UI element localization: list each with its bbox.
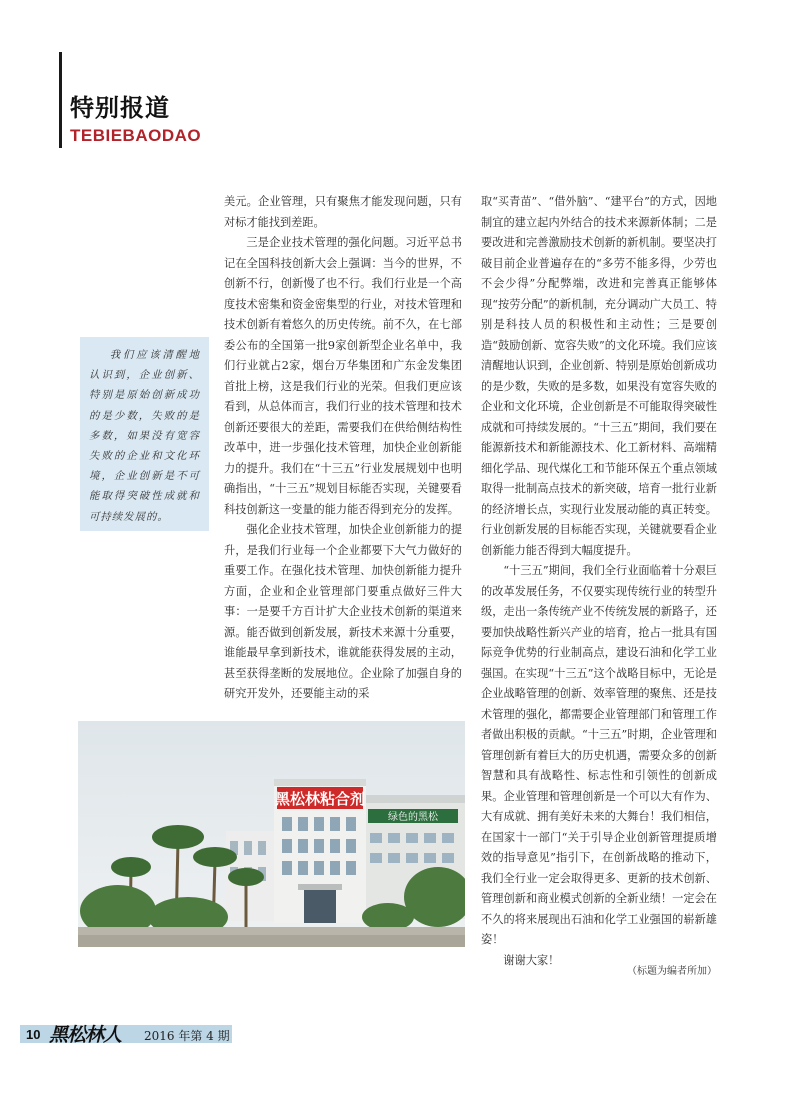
paragraph: 取“买青苗”、“借外脑”、“建平台”的方式，因地制宜的建立起内外结合的技术来源新体制；二是要改进和完善激励技术创新的新机制。要坚决打破目前企业普遍存在的“多劳不能多得，少劳也不会少得”分配弊端，改进和完善真正能够体现“按劳分配”的新机制，充分调动广大员工、特别是科技人员的积极性和主动性；三是要创造“鼓励创新、宽容失败”的文化环境。我们应该清醒地认识到，企业创新、特别是原始创新成功的是少数，失败的是多数，如果没有宽容失败的企业和文化环境，企业创新是不可能取得突破性成就和可持续发展的。“十三五”期间，我们要在能源新技术和新能源技术、化工新材料、高端精细化学品、现代煤化工和节能环保五个重点领域取得一批制高点技术的新突破，培育一批行业新的经济增长点，实现行业发展动能的真正转变。行业创新发展的目标能否实现，关键就要看企业创新能力能否得到大幅度提升。 bbox=[481, 195, 717, 557]
magazine-name: 黑松林人 bbox=[49, 1024, 122, 1046]
issue-label: 2016 年第 4 期 bbox=[144, 1029, 230, 1043]
paragraph: 美元。企业管理，只有聚焦才能发现问题，只有对标才能找到差距。 bbox=[224, 195, 462, 229]
pull-quote-text: 我们应该清醒地认识到，企业创新、特别是原始创新成功的是少数，失败的是多数，如果没有宽容失败的企业和文化环境，企业创新是不可能取得突破性成就和可持续发展的。 bbox=[89, 349, 200, 523]
editor-note: （标题为编者所加） bbox=[627, 966, 717, 977]
factory-photo bbox=[78, 721, 465, 947]
section-title: 特别报道 bbox=[70, 94, 170, 122]
paragraph: 三是企业技术管理的强化问题。习近平总书记在全国科技创新大会上强调：当今的世界，不创新不行，创新慢了也不行。我们行业是一个高度技术密集和资金密集型的行业，对技术管理和技术创新有着悠久的历史传统。前不久，在七部委公布的全国第一批9家创新型企业名单中，我们行业就占2家，烟台万华集团和广东金发集团首批上榜，这是我们行业的光荣。但我们更应该看到，从总体而言，我们行业的技术管理和技术创新还要很大的差距，需要我们在供给侧结构性改革中，进一步强化技术管理，加快企业创新能力的提升。我们在“十三五”行业发展规划中也明确指出，“十三五”规划目标能否实现，关键要看科技创新这一变量的能力能否得到充分的发挥。 bbox=[224, 236, 462, 516]
paragraph: 谢谢大家！ bbox=[503, 953, 560, 967]
side-sign: 绿色的黑松 bbox=[388, 812, 438, 823]
header-vertical-bar bbox=[59, 52, 62, 148]
article-column-1 bbox=[224, 192, 462, 705]
factory-sign: 黑松林粘合剂 bbox=[274, 790, 366, 808]
page-number: 10 bbox=[26, 1027, 41, 1042]
section-title-pinyin: TEBIEBAODAO bbox=[70, 126, 202, 145]
pull-quote bbox=[80, 337, 209, 531]
paragraph: 强化企业技术管理，加快企业创新能力的提升，是我们行业每一个企业都要下大气力做好的重要工作。在强化技术管理、加快创新能力提升方面，企业和企业管理部门要重点做好三件大事：一是要千方百计扩大企业技术创新的渠道来源。能否做到创新发展，新技术来源十分重要，谁能最早拿到新技术，谁就能获得发展的主动，甚至获得垄断的发展地位。企业除了加强自身的研究开发外，还要能主动的采 bbox=[224, 523, 462, 700]
paragraph: “十三五”期间，我们全行业面临着十分艰巨的改革发展任务，不仅要实现传统行业的转型升级，走出一条传统产业不传统发展的新路子，还要加快战略性新兴产业的培育，抢占一批具有国际竞争优势的行业制高点，建设石油和化学工业强国。在实现“十三五”这个战略目标中，无论是企业战略管理的创新、效率管理的聚焦、还是技术管理的强化，都需要企业管理部门和管理工作者做出积极的贡献。“十三五”时期，企业管理和管理创新有着巨大的历史机遇，需要众多的创新智慧和具有战略性、标志性和引领性的创新成果。企业管理和管理创新是一个可以大有作为、大有成就、拥有美好未来的大舞台！我们相信，在国家十一部门“关于引导企业创新管理提质增效的指导意见”指引下，在创新战略的推动下，我们全行业一定会取得更多、更新的技术创新、管理创新和商业模式创新的全新业绩！一定会在不久的将来展现出石油和化学工业强国的崭新雄姿！ bbox=[481, 564, 717, 946]
article-column-2 bbox=[481, 192, 717, 971]
